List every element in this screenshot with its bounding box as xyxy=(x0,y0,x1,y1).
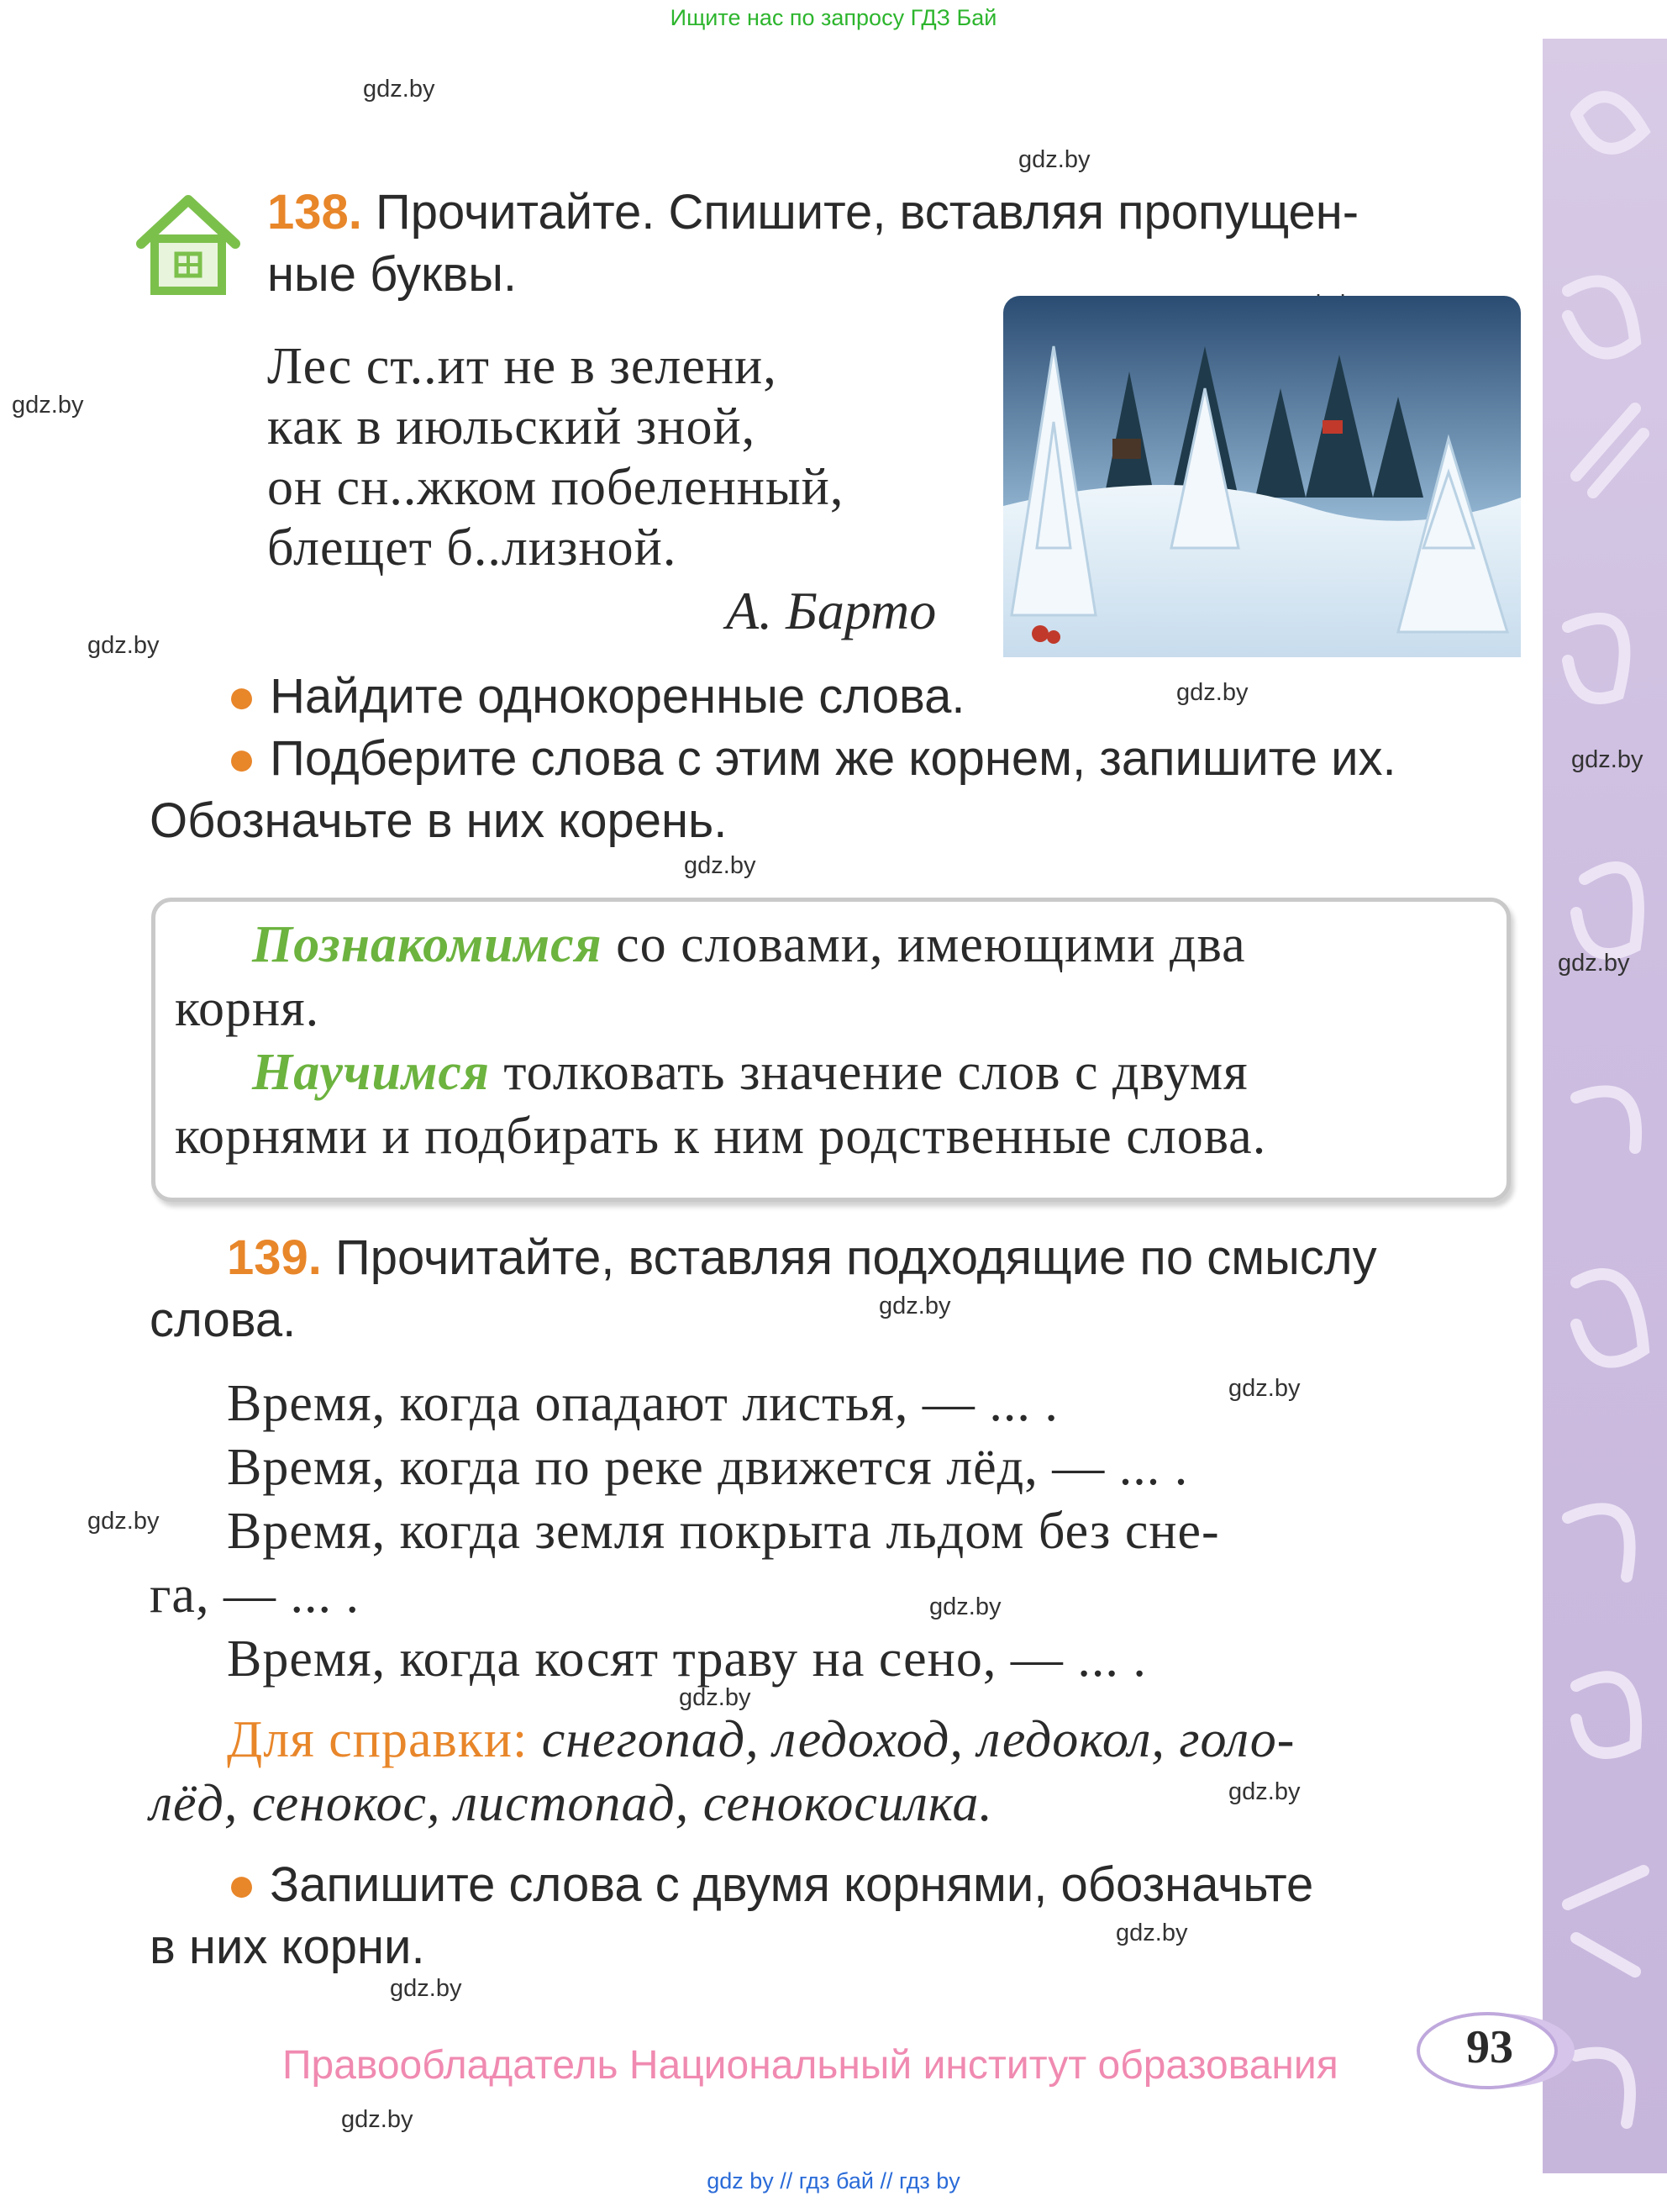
task-text: Подберите слова с этим же корнем, запишите их. xyxy=(270,731,1396,786)
watermark: gdz.by xyxy=(684,852,756,879)
exercise-number: 139. xyxy=(227,1230,322,1285)
watermark: gdz.by xyxy=(1116,1920,1188,1946)
poem-line: Лес ст..ит не в зелени, xyxy=(267,338,777,395)
watermark: gdz.by xyxy=(1558,950,1630,977)
watermark: gdz.by xyxy=(363,76,435,103)
task-bullet-3-cont: в них корни. xyxy=(150,1920,425,1974)
poem-line: блещет б..лизной. xyxy=(267,519,677,577)
task-bullet-1 xyxy=(227,666,965,728)
alphabet-decoration xyxy=(1543,39,1667,2173)
goal-1 xyxy=(252,913,1246,977)
watermark: gdz.by xyxy=(1571,746,1643,773)
goal-1-cont: корня. xyxy=(175,980,320,1037)
reference-words-cont: лёд, сенокос, листопад, сенокосилка. xyxy=(150,1775,993,1832)
goal-2 xyxy=(252,1040,1249,1104)
poem-author: А. Барто xyxy=(726,581,937,640)
sentence-cont: га, — ... . xyxy=(150,1567,360,1624)
exercise-number: 138. xyxy=(267,185,362,240)
bullet-icon: ● xyxy=(227,731,257,786)
watermark: gdz.by xyxy=(1018,146,1091,173)
watermark: gdz.by xyxy=(1228,1778,1301,1805)
exercise-138-heading xyxy=(267,182,1359,244)
reference-list: снегопад, ледоход, ледокол, голо- xyxy=(528,1711,1296,1768)
task-bullet-3 xyxy=(227,1854,1313,1916)
watermark: gdz.by xyxy=(929,1593,1002,1620)
exercise-instruction: Прочитайте, вставляя подходящие по смыслу xyxy=(335,1230,1377,1285)
watermark: gdz.by xyxy=(390,1975,462,2002)
watermark: gdz.by xyxy=(679,1684,751,1711)
page-number: 93 xyxy=(1466,2021,1513,2073)
bullet-icon: ● xyxy=(227,669,257,724)
bottom-links[interactable]: gdz by // гдз бай // гдз by xyxy=(707,2168,960,2194)
exercise-instruction: Прочитайте. Спишите, вставляя пропущен- xyxy=(376,185,1359,240)
goal-2-cont: корнями и подбирать к ним родственные слова. xyxy=(175,1108,1267,1165)
watermark: gdz.by xyxy=(87,1508,160,1535)
watermark: gdz.by xyxy=(1176,679,1249,706)
task-bullet-2-cont: Обозначьте в них корень. xyxy=(150,793,728,848)
exercise-138-heading-cont: ные буквы. xyxy=(267,247,518,302)
top-banner[interactable]: Ищите нас по запросу ГДЗ Бай xyxy=(670,5,997,30)
goal-text: толковать значение слов с двумя xyxy=(489,1044,1249,1101)
task-text: Найдите однокоренные слова. xyxy=(270,669,965,724)
watermark: gdz.by xyxy=(341,2106,413,2133)
task-bullet-2 xyxy=(227,728,1396,790)
home-icon xyxy=(133,188,244,299)
sentence: Время, когда земля покрыта льдом без сне- xyxy=(227,1503,1220,1560)
watermark: gdz.by xyxy=(12,392,84,419)
watermark: gdz.by xyxy=(1228,1375,1301,1402)
goal-keyword: Познакомимся xyxy=(252,916,602,973)
task-text: Запишите слова с двумя корнями, обозначьте xyxy=(270,1857,1314,1912)
watermark: gdz.by xyxy=(87,632,160,659)
exercise-139-heading-cont: слова. xyxy=(150,1293,297,1347)
exercise-139-heading xyxy=(227,1227,1377,1289)
goal-text: со словами, имеющими два xyxy=(602,916,1246,973)
side-alphabet-strip xyxy=(1543,39,1667,2173)
poem-line: он сн..жком побеленный, xyxy=(267,459,844,516)
poem-line: как в июльский зной, xyxy=(267,398,756,456)
sentence: Время, когда косят траву на сено, — ... . xyxy=(227,1630,1147,1688)
copyright-notice: Правообладатель Национальный институт образования xyxy=(282,2043,1338,2088)
reference-label: Для справки: xyxy=(227,1711,528,1768)
watermark: gdz.by xyxy=(879,1293,951,1319)
sentence: Время, когда по реке движется лёд, — ... . xyxy=(227,1439,1189,1496)
goal-keyword: Научимся xyxy=(252,1044,490,1101)
reference-words xyxy=(227,1709,1295,1770)
bullet-icon: ● xyxy=(227,1857,257,1912)
page-number-badge xyxy=(1403,2009,1580,2093)
winter-forest-illustration xyxy=(1003,296,1521,657)
sentence: Время, когда опадают листья, — ... . xyxy=(227,1375,1059,1432)
